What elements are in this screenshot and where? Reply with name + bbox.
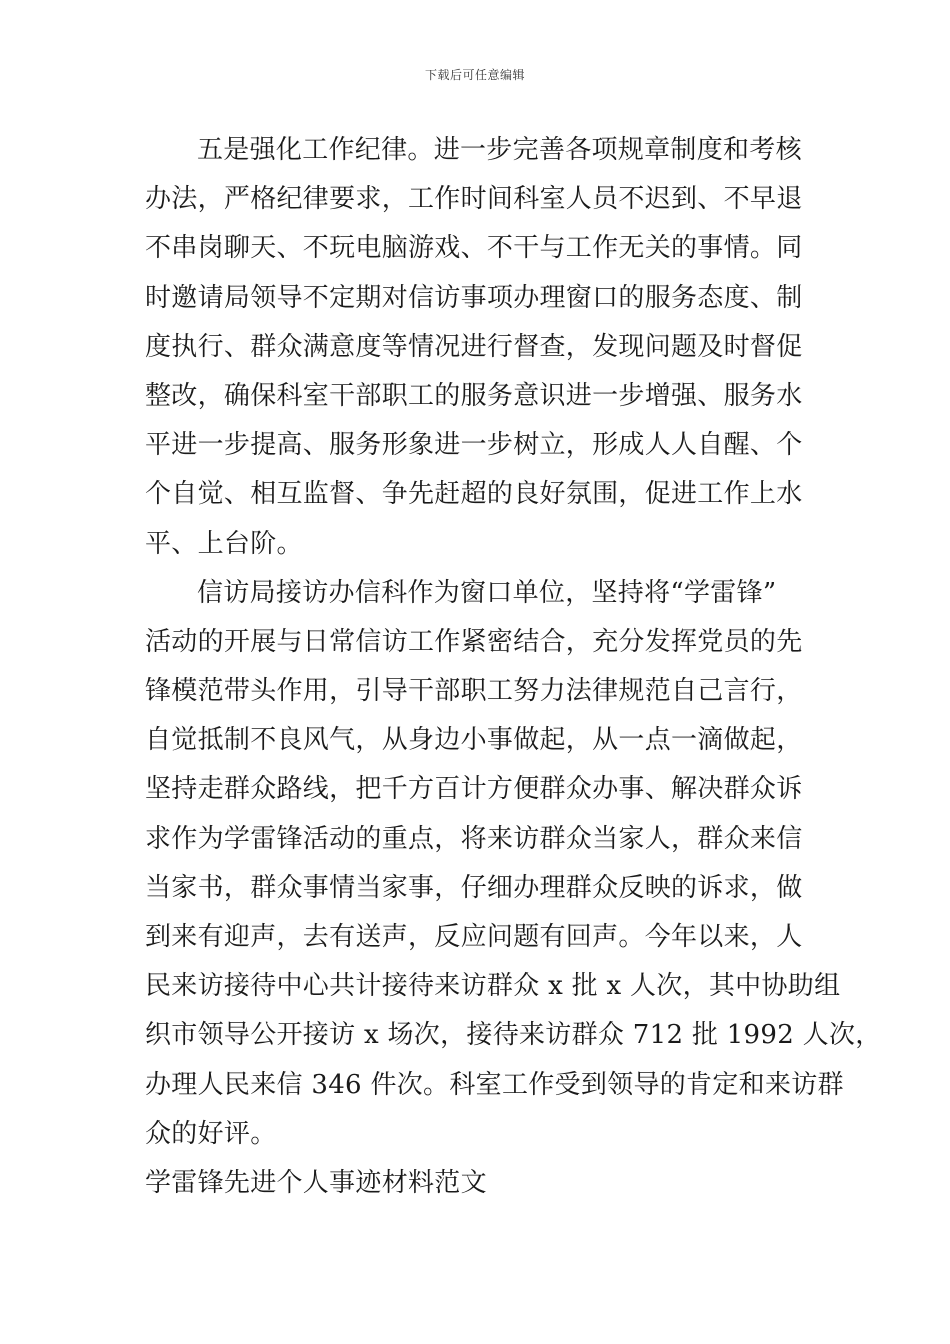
paragraph-line: 众的好评。 — [145, 1118, 277, 1149]
paragraph-line: 个自觉、相互监督、争先赶超的良好氛围，促进工作上水 — [145, 479, 803, 510]
document-body — [145, 126, 882, 1208]
paragraph-line: 坚持走群众路线，把千方百计方便群众办事、解决群众诉 — [145, 774, 803, 805]
header-note: 下载后可任意编辑 — [424, 68, 525, 82]
paragraph-line: 活动的开展与日常信访工作紧密结合，充分发挥党员的先 — [145, 626, 803, 657]
paragraph-1 — [145, 126, 815, 569]
paragraph-line: 织市领导公开接访 x 场次，接待来访群众 712 批 1992 人次， — [145, 1020, 882, 1051]
paragraph-line: 办理人民来信 346 件次。科室工作受到领导的肯定和来访群 — [145, 1069, 844, 1100]
paragraph-line: 到来有迎声，去有送声，反应问题有回声。今年以来，人 — [145, 922, 803, 952]
paragraph-2 — [145, 569, 882, 1159]
paragraph-line: 五是强化工作纪律。进一步完善各项规章制度和考核 — [197, 135, 802, 165]
paragraph-line: 度执行、群众满意度等情况进行督查，发现问题及时督促 — [145, 331, 803, 362]
paragraph-line: 求作为学雷锋活动的重点，将来访群众当家人，群众来信 — [145, 823, 803, 854]
section-heading: 学雷锋先进个人事迹材料范文 — [145, 1167, 487, 1198]
paragraph-line: 办法，严格纪律要求，工作时间科室人员不迟到、不早退 — [145, 184, 803, 215]
paragraph-line: 时邀请局领导不定期对信访事项办理窗口的服务态度、制 — [145, 282, 803, 313]
paragraph-line: 锋模范带头作用，引导干部职工努力法律规范自己言行， — [145, 676, 803, 707]
paragraph-line: 当家书，群众事情当家事，仔细办理群众反映的诉求，做 — [145, 872, 803, 903]
paragraph-line: 民来访接待中心共计接待来访群众 x 批 x 人次，其中协助组 — [145, 971, 841, 1002]
paragraph-line: 平进一步提高、服务形象进一步树立，形成人人自醒、个 — [145, 430, 803, 461]
paragraph-line: 不串岗聊天、不玩电脑游戏、不干与工作无关的事情。同 — [145, 233, 803, 264]
paragraph-line: 整改，确保科室干部职工的服务意识进一步增强、服务水 — [145, 380, 803, 411]
paragraph-line: 信访局接访办信科作为窗口单位，坚持将“学雷锋” — [197, 577, 777, 608]
paragraph-line: 自觉抵制不良风气，从身边小事做起，从一点一滴做起， — [145, 725, 803, 756]
paragraph-line: 平、上台阶。 — [145, 528, 303, 559]
